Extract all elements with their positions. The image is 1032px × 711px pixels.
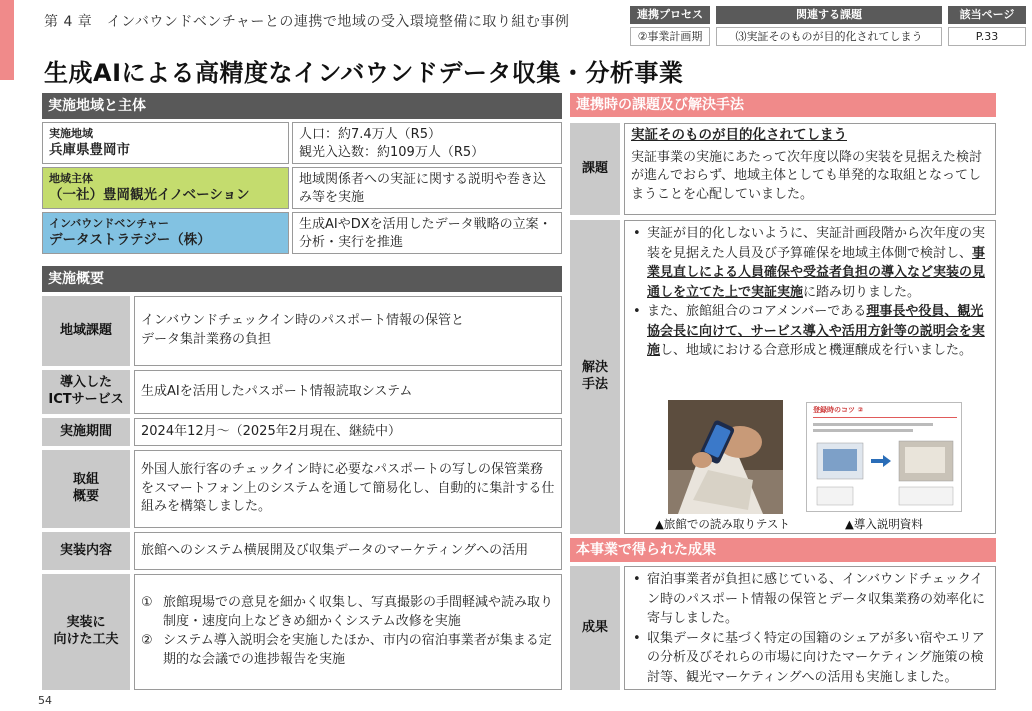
reading-test-caption: ▲旅館での読み取りテスト [655,517,790,531]
issue-value: ⑶実証そのものが目的化されてしまう [716,27,942,46]
local-entity-cell [42,167,289,209]
results-cell [624,566,996,690]
reading-test-illustration [668,400,783,514]
results-label: 成果 [570,566,620,690]
page-title: 生成AIによる高精度なインバウンドデータ収集・分析事業 [44,59,684,87]
accent-bar [0,0,14,80]
solution-list [631,224,989,361]
local-entity-role: 地域関係者への実証に関する説明や巻き込み等を実施 [292,167,562,209]
page-header: 該当ページ [948,6,1026,24]
implementation-effort-label: 実装に 向けた工夫 [42,574,130,690]
solution-item: • 実証が目的化しないように、実証計画段階から次年度の実装を見据えた人員及び予算確保を地域主体側で検討し、事業見直しによる人員確保や受益者負担の導入など実装の見通しを立てた上で実証実施に踏み切りました。 [631,224,989,302]
results-list [631,570,989,687]
slide-title: 登録時のコツ ② [813,406,864,414]
local-entity-name: （一社）豊岡観光イノベーション [49,187,250,204]
reading-test-photo [668,400,783,514]
content-label: 実装内容 [42,532,130,570]
issue-header: 関連する課題 [716,6,942,24]
implementation-effort-list [134,574,562,690]
region-label: 実施地域 [49,126,93,140]
venture-label: インバウンドベンチャー [49,216,169,230]
issue-label: 課題 [570,123,620,215]
region-entity-cell [42,122,289,164]
regional-issue-label: 地域課題 [42,296,130,366]
results-section-heading: 本事業で得られた成果 [570,538,996,562]
briefing-slide-image [806,402,962,512]
process-value: ②事業計画期 [630,27,710,46]
chapter-heading: 第 4 章 インバウンドベンチャーとの連携で地域の受入環境整備に取り組む事例 [44,14,570,30]
result-item: • 宿泊事業者が負担に感じている、インバウンドチェックイン時のパスポート情報の保管とデータ収集業務の効率化に寄与しました。 [631,570,989,629]
solution-label: 解決 手法 [570,220,620,534]
venture-name: データストラテジー（株） [49,232,211,249]
briefing-slide-illustration [807,403,962,512]
page-number: 54 [38,694,52,707]
venture-entity-cell [42,212,289,254]
venture-role: 生成AIやDXを活用したデータ戦略の立案・分析・実行を推進 [292,212,562,254]
result-item: • 収集データに基づく特定の国籍のシェアが多い宿やエリアの分析及びそれらの市場に向けたマーケティング施策の検討等、観光マーケティングへの活用も実施しました。 [631,629,989,688]
issue-text: 実証事業の実施にあたって次年度以降の実装を見据えた検討が進んでおらず、地域主体としても単発的な取組となってしまうことを心配していました。 [631,149,983,203]
issue-cell [624,123,996,215]
region-stats: 人口：約7.4万人（R5） 観光入込数：約109万人（R5） [292,122,562,164]
header-reference-table [630,6,1026,46]
issues-section-heading: 連携時の課題及び解決手法 [570,93,996,117]
effort-item: ① 旅館現場での意見を細かく収集し、写真撮影の手間軽減や読み取り制度・速度向上などきめ細かくシステム改修を実施 [141,595,554,630]
ict-service-label: 導入した ICTサービス [42,370,130,414]
issue-title: 実証そのものが目的化されてしまう [631,127,847,143]
regional-issue-value: インバウンドチェックイン時のパスポート情報の保管と データ集計業務の負担 [134,296,562,366]
page-ref-value[interactable]: P.33 [948,27,1026,46]
region-section-heading: 実施地域と主体 [42,93,562,119]
overview-section-heading: 実施概要 [42,266,562,292]
period-label: 実施期間 [42,418,130,446]
briefing-slide-caption: ▲導入説明資料 [845,517,923,531]
region-name: 兵庫県豊岡市 [49,142,130,159]
local-entity-label: 地域主体 [49,171,93,185]
solution-item: • また、旅館組合のコアメンバーである理事長や役員、観光協会長に向けて、サービス導入や活用方針等の説明会を実施し、地域における合意形成と機運醸成を行いました。 [631,302,989,361]
mechanism-label: 取組 概要 [42,450,130,528]
mechanism-value: 外国人旅行客のチェックイン時に必要なパスポートの写しの保管業務をスマートフォン上のシステムを通して簡易化し、自動的に集計する仕組みを構築しました。 [134,450,562,528]
process-header: 連携プロセス [630,6,710,24]
ict-service-value: 生成AIを活用したパスポート情報読取システム [134,370,562,414]
period-value: 2024年12月～（2025年2月現在、継続中） [134,418,562,446]
effort-item: ② システム導入説明会を実施したほか、市内の宿泊事業者が集まる定期的な会議での進捗報告を実施 [141,633,552,667]
content-value: 旅館へのシステム横展開及び収集データのマーケティングへの活用 [134,532,562,570]
